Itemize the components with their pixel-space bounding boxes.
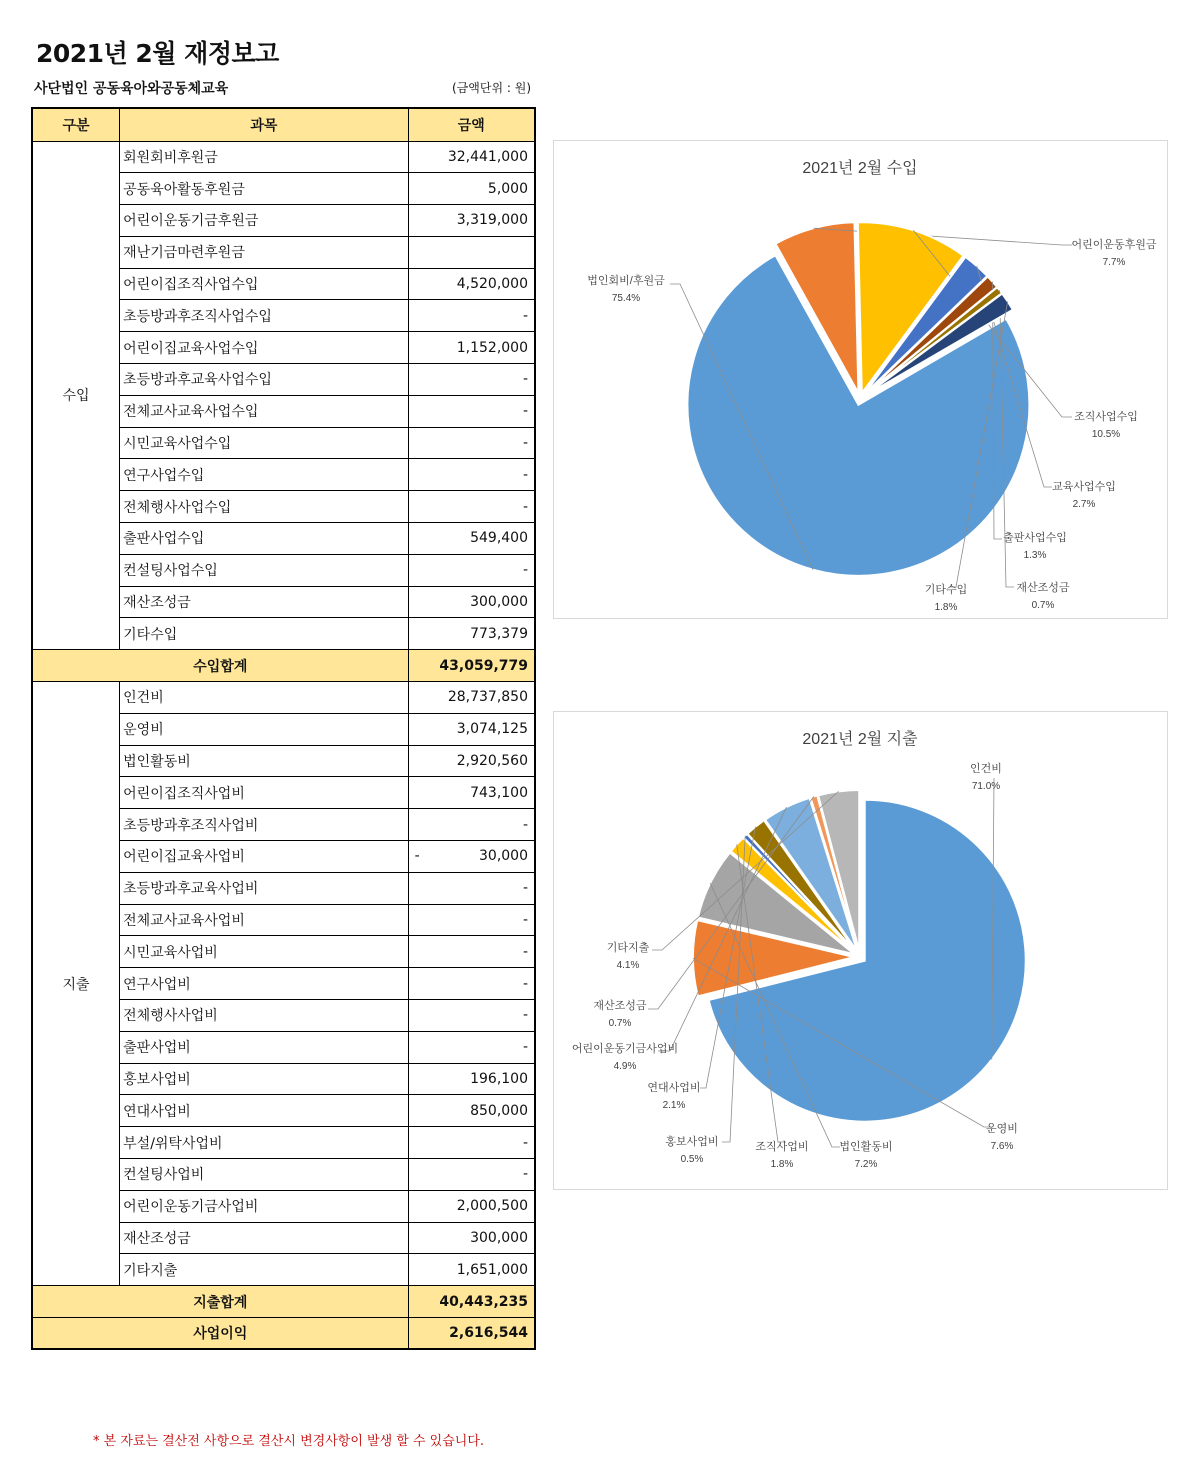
amount-value: - (522, 943, 528, 960)
item-cell: 어린이집조직사업비 (120, 777, 408, 809)
income-pie-svg (554, 141, 1167, 618)
amount-cell (408, 1095, 535, 1127)
amount-cell (408, 427, 535, 459)
amount-value: 773,379 (470, 625, 528, 642)
amount-value: 850,000 (470, 1102, 528, 1119)
header-amount: 금액 (408, 108, 535, 141)
item-cell: 기타수입 (120, 618, 408, 650)
amount-value: 4,520,000 (456, 276, 528, 293)
amount-cell (408, 682, 535, 714)
item-cell: 어린이운동기금후원금 (120, 205, 408, 237)
amount-value: - (522, 307, 528, 324)
slice-percent: 2.7% (1072, 499, 1096, 510)
item-cell: 전체교사교육사업비 (120, 904, 408, 936)
table-row (32, 682, 535, 714)
amount-cell (408, 586, 535, 618)
amount-cell (408, 872, 535, 904)
slice-label: 출판사업수입 (1003, 532, 1067, 544)
amount-value: - (522, 975, 528, 992)
table-row (32, 141, 535, 173)
item-cell: 법인활동비 (120, 745, 408, 777)
expense-total-label: 지출합계 (32, 1286, 408, 1318)
amount-cell (408, 936, 535, 968)
amount-cell (408, 459, 535, 491)
amount-cell (408, 618, 535, 650)
slice-percent: 75.4% (611, 293, 641, 304)
amount-value: 3,319,000 (456, 212, 528, 229)
amount-value: 3,074,125 (456, 721, 528, 738)
expense-total-row (32, 1286, 535, 1318)
item-cell: 회원회비후원금 (120, 141, 408, 173)
amount-cell (408, 1254, 535, 1286)
slice-label: 인건비 (970, 763, 1002, 775)
item-cell: 연구사업비 (120, 968, 408, 1000)
slice-label: 재산조성금 (593, 1000, 647, 1012)
slice-label: 교육사업수입 (1052, 481, 1116, 493)
amount-value: 28,737,850 (447, 689, 528, 706)
slice-label: 홍보사업비 (665, 1136, 719, 1148)
slice-label: 법인회비/후원금 (587, 275, 665, 287)
slice-label: 조직사업수입 (1074, 411, 1138, 423)
income-category-cell: 수입 (32, 141, 120, 650)
item-cell: 초등방과후조직사업수입 (120, 300, 408, 332)
slice-percent: 0.5% (680, 1154, 704, 1165)
amount-value: 30,000 (479, 848, 528, 865)
amount-value: - (522, 1166, 528, 1183)
amount-value: - (522, 912, 528, 929)
amount-cell (408, 300, 535, 332)
item-cell: 어린이운동기금사업비 (120, 1190, 408, 1222)
expense-total-amount: 40,443,235 (408, 1286, 535, 1318)
amount-cell (408, 745, 535, 777)
amount-cell (408, 1063, 535, 1095)
amount-cell (408, 713, 535, 745)
slice-label: 법인활동비 (839, 1141, 893, 1153)
amount-value: - (522, 435, 528, 452)
slice-label: 운영비 (986, 1123, 1018, 1135)
amount-cell (408, 554, 535, 586)
amount-cell (408, 523, 535, 555)
expense-pie-svg (554, 712, 1167, 1189)
profit-amount: 2,616,544 (408, 1317, 535, 1349)
amount-value: - (522, 562, 528, 579)
page-title: 2021년 2월 재정보고 (36, 39, 279, 68)
amount-unit: (금액단위 : 원) (452, 81, 531, 95)
income-total-label: 수입합계 (32, 650, 408, 682)
item-cell: 어린이집교육사업비 (120, 841, 408, 873)
income-total-amount: 43,059,779 (408, 650, 535, 682)
amount-value: 2,000,500 (456, 1198, 528, 1215)
slice-label: 어린이운동기금사업비 (571, 1043, 679, 1055)
income-pie-chart (553, 140, 1168, 619)
item-cell: 전체행사사업수입 (120, 491, 408, 523)
expense-category-cell: 지출 (32, 682, 120, 1286)
chart-title: 2021년 2월 지출 (802, 731, 918, 748)
slice-percent: 71.0% (971, 781, 1001, 792)
item-cell: 컨설팅사업비 (120, 1159, 408, 1191)
chart-title: 2021년 2월 수입 (802, 160, 918, 177)
item-cell: 공동육아활동후원금 (120, 173, 408, 205)
item-cell: 어린이집교육사업수입 (120, 332, 408, 364)
slice-label: 연대사업비 (647, 1082, 701, 1094)
amount-value: 196,100 (470, 1071, 528, 1087)
slice-percent: 0.7% (1031, 600, 1055, 611)
item-cell: 전체교사교육사업수입 (120, 395, 408, 427)
header-item: 과목 (120, 108, 408, 141)
amount-value: - (522, 1134, 528, 1151)
item-cell: 운영비 (120, 713, 408, 745)
amount-value: 1,152,000 (456, 339, 528, 356)
amount-cell (408, 395, 535, 427)
slice-label: 재산조성금 (1016, 582, 1070, 594)
amount-cell (408, 205, 535, 237)
amount-cell (408, 364, 535, 396)
amount-value: 743,100 (470, 784, 528, 801)
amount-cell (408, 491, 535, 523)
slice-percent: 1.3% (1023, 550, 1047, 561)
amount-value: 549,400 (470, 530, 528, 547)
item-cell: 연대사업비 (120, 1095, 408, 1127)
profit-row (32, 1317, 535, 1349)
item-cell: 연구사업수입 (120, 459, 408, 491)
amount-cell (408, 968, 535, 1000)
slice-percent: 4.9% (613, 1061, 637, 1072)
amount-cell (408, 268, 535, 300)
item-cell: 재산조성금 (120, 1222, 408, 1254)
amount-value: 32,441,000 (447, 148, 528, 165)
slice-label: 기타수입 (924, 584, 968, 596)
amount-value: 2,920,560 (456, 753, 528, 770)
item-cell: 출판사업수입 (120, 523, 408, 555)
header-category: 구분 (32, 108, 120, 141)
amount-value: - (522, 1007, 528, 1024)
amount-value: - (522, 498, 528, 515)
amount-cell (408, 1222, 535, 1254)
amount-value: - (522, 816, 528, 833)
item-cell: 재난기금마련후원금 (120, 236, 408, 268)
finance-table (31, 107, 536, 1350)
amount-value: 300,000 (470, 594, 528, 611)
amount-cell (408, 173, 535, 205)
amount-cell (408, 1127, 535, 1159)
item-cell: 인건비 (120, 682, 408, 714)
amount-value: 1,651,000 (456, 1261, 528, 1278)
footer-note: * 본 자료는 결산전 사항으로 결산시 변경사항이 발생 할 수 있습니다. (93, 1434, 485, 1449)
expense-pie-chart (553, 711, 1168, 1190)
income-total-row (32, 650, 535, 682)
amount-cell (408, 236, 535, 268)
amount-cell (408, 904, 535, 936)
item-cell: 재산조성금 (120, 586, 408, 618)
amount-value: - (522, 371, 528, 388)
item-cell: 초등방과후교육사업수입 (120, 364, 408, 396)
slice-percent: 1.8% (770, 1159, 794, 1170)
organization-name: 사단법인 공동육아와공동체교육 (34, 81, 229, 97)
item-cell: 초등방과후조직사업비 (120, 809, 408, 841)
slice-percent: 0.7% (608, 1018, 632, 1029)
amount-cell (408, 1190, 535, 1222)
slice-label: 어린이운동후원금 (1071, 239, 1157, 251)
amount-cell (408, 1031, 535, 1063)
amount-value: - (522, 1039, 528, 1056)
amount-value: 300,000 (470, 1229, 528, 1246)
negative-sign: - (414, 848, 420, 865)
amount-value: - (522, 880, 528, 897)
amount-value: - (522, 466, 528, 483)
slice-percent: 7.7% (1102, 257, 1126, 268)
item-cell: 출판사업비 (120, 1031, 408, 1063)
amount-value: - (522, 403, 528, 420)
amount-cell (408, 1159, 535, 1191)
item-cell: 시민교육사업수입 (120, 427, 408, 459)
item-cell: 초등방과후교육사업비 (120, 872, 408, 904)
slice-percent: 1.8% (934, 602, 958, 613)
slice-percent: 7.2% (854, 1159, 878, 1170)
amount-cell (408, 809, 535, 841)
item-cell: 어린이집조직사업수입 (120, 268, 408, 300)
amount-cell (408, 841, 535, 873)
slice-percent: 2.1% (662, 1100, 686, 1111)
slice-label: 기타지출 (606, 942, 650, 954)
amount-cell (408, 141, 535, 173)
item-cell: 기타지출 (120, 1254, 408, 1286)
amount-value: 5,000 (487, 180, 528, 197)
slice-percent: 4.1% (616, 960, 640, 971)
slice-label: 조직사업비 (755, 1141, 809, 1153)
item-cell: 시민교육사업비 (120, 936, 408, 968)
item-cell: 전체행사사업비 (120, 1000, 408, 1032)
amount-cell (408, 1000, 535, 1032)
amount-cell (408, 777, 535, 809)
amount-cell (408, 332, 535, 364)
item-cell: 컨설팅사업수입 (120, 554, 408, 586)
profit-label: 사업이익 (32, 1317, 408, 1349)
slice-percent: 7.6% (990, 1141, 1014, 1152)
table-header-row (32, 108, 535, 141)
slice-percent: 10.5% (1091, 429, 1121, 440)
item-cell: 부설/위탁사업비 (120, 1127, 408, 1159)
item-cell: 홍보사업비 (120, 1063, 408, 1095)
